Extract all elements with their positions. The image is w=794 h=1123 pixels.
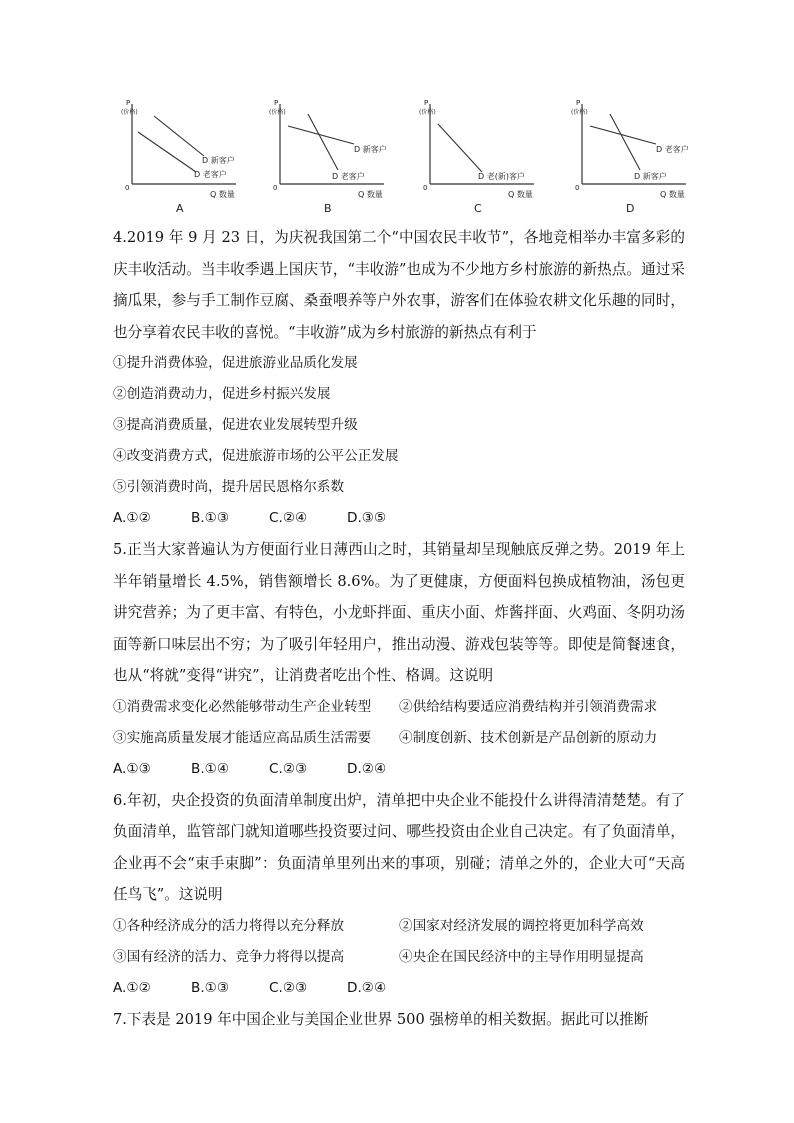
- figure-d: [560, 96, 700, 220]
- figure-letter: C: [474, 202, 482, 215]
- demand-line: [438, 124, 482, 172]
- q5-option-3: ③实施高质量发展才能适应高品质生活需要: [113, 729, 372, 746]
- q4-answer-choices: [113, 503, 685, 534]
- curve-label: D 老客户: [656, 145, 689, 154]
- q6-answer-choices: [113, 973, 685, 1004]
- q4-option-2: ②创造消费动力，促进乡村振兴发展: [113, 386, 331, 402]
- origin-label: 0: [423, 184, 428, 192]
- q5-options-row-2: [113, 723, 685, 754]
- x-axis-label: Q 数量: [660, 190, 685, 199]
- y-axis-sublabel: (价格): [419, 109, 436, 116]
- q4-option-5: ⑤引领消费时尚，提升居民恩格尔系数: [113, 479, 345, 495]
- q4-option-1: ①提升消费体验，促进旅游业品质化发展: [113, 355, 358, 371]
- q5-option-4: ④制度创新、技术创新是产品创新的原动力: [399, 729, 658, 746]
- y-axis-sublabel: (价格): [571, 109, 588, 116]
- figure-a: [110, 96, 250, 220]
- demand-line-old: [308, 114, 338, 170]
- q5-options-row-1: [113, 692, 685, 723]
- y-axis-label: P: [274, 99, 279, 107]
- q6-options-row-1: [113, 911, 685, 942]
- q4-stem: 4.2019 年 9 月 23 日，为庆祝我国第二个“中国农民丰收节”，各地竞相举办丰富多彩的庆丰收活动。当丰收季遇上国庆节，“丰收游”也成为不少地方乡村旅游的新热点。通过采摘瓜果，参与手工制作豆腐、桑蚕喂养等户外农事，游客们在体验农耕文化乐趣的同时，也分享着农民丰收的喜悦。“丰收游”成为乡村旅游的新热点有利于: [113, 229, 685, 341]
- x-axis-label: Q 数量: [358, 190, 383, 199]
- demand-line-new: [154, 116, 204, 156]
- demand-line-new: [288, 126, 354, 144]
- x-axis-label: Q 数量: [210, 190, 235, 199]
- demand-line-old: [590, 126, 656, 144]
- demand-line-old: [138, 132, 196, 172]
- q5-stem: 5.正当大家普遍认为方便面行业日薄西山之时，其销量却呈现触底反弹之势。2019 年上半年销量增长 4.5%，销售额增长 8.6%。为了更健康，方便面料包换成植物油，汤包更讲究营养；为了更丰富、有特色，小龙虾拌面、重庆小面、炸酱拌面、火鸡面、冬阴功汤面等新口味层出不穷；为了吸引年轻用户，推出动漫、游戏包装等等。即使是简餐速食，也从“将就”变得“讲究”，让消费者吃出个性、格调。这说明: [113, 541, 685, 684]
- x-axis-label: Q 数量: [508, 190, 533, 199]
- answer-c[interactable]: C.②④: [269, 510, 308, 526]
- y-axis-label: P: [424, 99, 429, 107]
- answer-d[interactable]: D.②④: [347, 760, 387, 777]
- origin-label: 0: [273, 184, 278, 192]
- curve-label: D 新客户: [202, 156, 235, 165]
- answer-b[interactable]: B.①③: [191, 979, 230, 996]
- answer-a[interactable]: A.①②: [113, 510, 151, 526]
- answer-a[interactable]: A.①②: [113, 979, 151, 996]
- figure-b: [258, 96, 398, 220]
- q6-option-4: ④央企在国民经济中的主导作用明显提高: [399, 948, 644, 965]
- answer-c[interactable]: C.②③: [269, 979, 308, 996]
- demand-curve-figures: [110, 96, 710, 220]
- q4-option-3: ③提高消费质量，促进农业发展转型升级: [113, 417, 358, 433]
- q6-options-row-2: [113, 942, 685, 973]
- answer-a[interactable]: A.①③: [113, 760, 151, 777]
- answer-d[interactable]: D.②④: [347, 979, 387, 996]
- q5-option-1: ①消费需求变化必然能够带动生产企业转型: [113, 698, 372, 715]
- curve-label: D 老客户: [194, 170, 227, 179]
- answer-d[interactable]: D.③⑤: [347, 510, 387, 526]
- figure-letter: A: [176, 202, 184, 215]
- q5-option-2: ②供给结构要适应消费结构并引领消费需求: [399, 698, 658, 715]
- q6-option-3: ③国有经济的活力、竞争力将得以提高: [113, 948, 345, 965]
- figure-letter: D: [626, 202, 635, 215]
- q5-answer-choices: [113, 754, 685, 785]
- origin-label: 0: [125, 184, 130, 192]
- q6-option-1: ①各种经济成分的活力将得以充分释放: [113, 917, 345, 934]
- q4-option-4: ④改变消费方式，促进旅游市场的公平公正发展: [113, 448, 399, 464]
- figure-c: [408, 96, 548, 220]
- curve-label: D 老客户: [332, 172, 365, 181]
- y-axis-label: P: [126, 99, 131, 107]
- figure-letter: B: [324, 202, 332, 215]
- curve-label: D 老(新)客户: [478, 172, 525, 181]
- q6-stem: 6.年初，央企投资的负面清单制度出炉，清单把中央企业不能投什么讲得清清楚楚。有了负面清单，监管部门就知道哪些投资要过问、哪些投资由企业自己决定。有了负面清单，企业再不会“束手束脚”：负面清单里列出来的事项，别碰；清单之外的，企业大可“天高任鸟飞”。这说明: [113, 791, 685, 903]
- answer-b[interactable]: B.①④: [191, 760, 230, 777]
- y-axis-sublabel: (价格): [269, 109, 286, 116]
- y-axis-sublabel: (价格): [121, 109, 138, 116]
- q7-stem: 7.下表是 2019 年中国企业与美国企业世界 500 强榜单的相关数据。据此可以推断: [113, 1010, 649, 1028]
- q6-option-2: ②国家对经济发展的调控将更加科学高效: [399, 917, 644, 934]
- y-axis-label: P: [576, 99, 581, 107]
- question-content: [113, 222, 685, 1035]
- curve-label: D 新客户: [634, 172, 667, 181]
- origin-label: 0: [575, 184, 580, 192]
- answer-c[interactable]: C.②③: [269, 760, 308, 777]
- curve-label: D 新客户: [354, 145, 387, 154]
- demand-line-new: [610, 114, 640, 170]
- answer-b[interactable]: B.①③: [191, 510, 230, 526]
